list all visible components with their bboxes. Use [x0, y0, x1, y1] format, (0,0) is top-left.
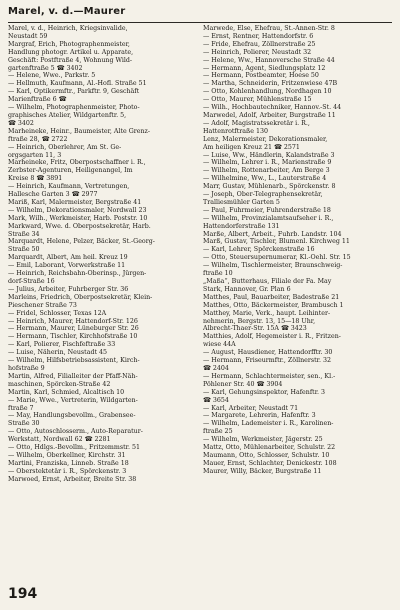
- directory-entry: Markward, Wwe. d. Oberpostsekretär, Harb.: [8, 222, 151, 230]
- columns: [8, 25, 392, 573]
- directory-entry: — Wilhelm, Photographenmeister, Photo-: [8, 104, 140, 112]
- directory-entry: — Karl, Optikermftr., Parkftr. 9, Geschäft: [8, 88, 140, 96]
- directory-entry: maschinen, Spörcken-Straße 42: [8, 380, 111, 388]
- directory-entry: Straße 30: [8, 420, 40, 428]
- directory-entry: Maurer, Willy, Bäcker, Burgstraße 11: [203, 467, 322, 475]
- directory-entry: — Wilhelmine, Ww., L., Lauterstraße 4: [203, 175, 327, 183]
- directory-entry: — Julius, Arbeiter, Fuhrberger Str. 36: [8, 285, 129, 293]
- directory-entry: Marß, Gustav, Tischler, Blumenl. Kirchweg 11: [203, 238, 350, 246]
- directory-entry: — Karl, Polierer, Fischfeftraße 33: [8, 341, 116, 349]
- directory-entry: — May, Handlungsbevollm., Grabensee-: [8, 412, 136, 420]
- directory-entry: — Otto, Kohlenhandlung, Nordhagen 10: [203, 88, 332, 96]
- directory-entry: — Wilh., Hochbautechniker, Hannov.-St. 44: [203, 104, 342, 112]
- directory-entry: Matthey, Marie, Verk., haupt. Leihinter-: [203, 309, 331, 317]
- directory-entry: — Wilhelm, Hilfsbetriebsassistent, Kirch-: [8, 357, 140, 365]
- directory-entry: Pieschener Straße 73: [8, 301, 77, 309]
- directory-entry: Werkstatt, Nordwall 62 ☎ 2281: [8, 436, 111, 444]
- directory-entry: dorf-Straße 16: [8, 278, 55, 285]
- directory-entry: — Karl, Gehungsinspektor, Hafenftr. 3: [203, 388, 326, 396]
- directory-entry: — Marie, Wwe., Vertreterin, Wildgarten-: [8, 396, 138, 404]
- directory-entry: — Paul, Fuhrmeier, Fuhrenderstraße 18: [203, 206, 331, 214]
- directory-entry: Straße 34: [8, 230, 40, 238]
- directory-entry: — Luise, Näherin, Neustadt 45: [8, 349, 108, 357]
- directory-entry: orgsgarten 11, 3: [8, 151, 62, 159]
- directory-entry: ftraße 7: [8, 404, 34, 412]
- page-header: Marel, v. d.—Maurer: [8, 6, 392, 23]
- directory-entry: Marienftraße 6 ☎: [8, 96, 67, 104]
- directory-entry: Martin, Karl, Schmied, Alcaltisch 10: [8, 388, 125, 396]
- directory-entry: Neustadt 59: [8, 32, 48, 40]
- directory-entry: Tralliesmühler Garten 5: [203, 198, 280, 206]
- directory-entry: — Heinrich, Maurer, Hattendorf-Str. 126: [8, 317, 138, 325]
- directory-entry: nehmerin, Bergstr. 13, 15—18 Uhr,: [203, 317, 316, 325]
- directory-entry: wiese 44A: [203, 341, 236, 349]
- directory-entry: — Martha, Schneiderin, Fritzenwiese 47B: [203, 80, 338, 88]
- directory-entry: Marel, v. d., Heinrich, Kriegsinvalide,: [8, 25, 128, 32]
- directory-entry: — Helene, Ww., Hannoversche Straße 44: [203, 56, 335, 64]
- directory-entry: Hattenrotftraße 130: [203, 127, 268, 135]
- directory-entry: — Wilhelm, Lademeister i. R., Karolinen-: [203, 420, 334, 428]
- directory-entry: — Emil, Laborant, Vorwerkstraße 11: [8, 262, 126, 270]
- directory-entry: — Fridel, Schlosser, Texas 12A: [8, 309, 107, 317]
- directory-entry: Margraf, Erich, Photographenmeister,: [8, 40, 130, 48]
- directory-page: [8, 6, 392, 602]
- directory-entry: Marleins, Friedrich, Oberpostsekretär, Klein-: [8, 293, 153, 301]
- directory-entry: Mattz, Otto, Mühlenarbeiter, Schulstr. 22: [203, 444, 336, 452]
- directory-entry: ftraße 28, ☎ 2722: [8, 135, 68, 143]
- directory-entry: — Karl, Lehrer, Spörckenstraße 16: [203, 246, 315, 254]
- directory-entry: — August, Hausdiener, Hattendorfftr. 30: [203, 349, 333, 357]
- directory-entry: — Heinrich, Polierer, Neustadt 32: [203, 48, 312, 56]
- directory-entry: — Hellmuth, Kaufmann, Al.-Hofl. Straße 51: [8, 80, 147, 88]
- directory-entry: Matthes, Otto, Bäckermeister, Brambusch 1: [203, 301, 344, 309]
- directory-entry: Marwoed, Ernst, Arbeiter, Breite Str. 38: [8, 475, 137, 483]
- directory-entry: gartenftraße 5 ☎ 3402: [8, 64, 83, 72]
- directory-entry: Kreise 8 ☎ 3891: [8, 175, 63, 183]
- directory-entry: — Wilhelm, Lehrer i. R., Marienstraße 9: [203, 159, 332, 167]
- directory-entry: — Fride, Ehefrau, Zöllnerstraße 25: [203, 40, 316, 48]
- directory-entry: — Ernst, Rentner, Hattendorfstr. 6: [203, 32, 314, 40]
- directory-entry: Matthies, Adolf, Hegemeister i. R., Fritzen-: [203, 333, 341, 341]
- directory-entry: — Helene, Wwe., Parkstr. 5: [8, 72, 96, 80]
- directory-entry: — Heinrich, Oberlehrer, Am St. Ge-: [8, 143, 122, 151]
- directory-entry: Stark, Hannover, Gr. Plan 6: [203, 285, 291, 293]
- directory-entry: Geschäft: Postftraße 4, Wohnung Wild-: [8, 56, 133, 64]
- directory-entry: — Hermann, Agent, Siedlungsplatz 12: [203, 64, 326, 72]
- directory-entry: ☎ 2404: [203, 364, 229, 372]
- directory-entry: — Oberstektetär i. R., Spörckenstr. 3: [8, 467, 127, 475]
- directory-entry: — Wilhelm, Tischlermeister, Braunschweig-: [203, 262, 343, 270]
- directory-entry: — Hermann, Postbeamter, Hoese 50: [203, 72, 319, 80]
- directory-entry: — Adolf, Magistratssekretär i. R.,: [203, 119, 310, 127]
- directory-entry: Marheineke, Heinr., Baumeister, Alte Grenz-: [8, 127, 150, 135]
- directory-entry: Mark, Wilh., Werkmeister, Harb. Poststr. 10: [8, 214, 148, 222]
- directory-entry: Lenz, Malermeister, Dekorationsmaler,: [203, 135, 328, 143]
- directory-entry: Pöhlener Str. 40 ☎ 3904: [203, 380, 283, 388]
- directory-entry: ftraße 10: [203, 270, 233, 278]
- directory-entry: Zerbster-Agenturen, Heiligenangel, Im: [8, 167, 133, 175]
- directory-entry: ftraße 25: [203, 428, 233, 436]
- directory-entry: Hattendorferstraße 131: [203, 222, 280, 230]
- directory-entry: ☎ 3654: [203, 396, 229, 404]
- page-number: 194: [8, 586, 38, 602]
- directory-entry: Handlung photogr. Artikel u. Apparate,: [8, 48, 134, 56]
- directory-entry: Am heiligen Kreuz 21 ☎ 2571: [203, 143, 300, 151]
- directory-entry: — Hermann, Tischler, Kirchhofstraße 10: [8, 333, 138, 341]
- directory-entry: Martini, Franziska, Linneb. Straße 18: [8, 459, 129, 467]
- directory-entry: Marwede, Else, Ehefrau, St.-Annen-Str. 8: [203, 25, 335, 32]
- directory-entry: Straße 50: [8, 246, 40, 254]
- directory-entry: Albrecht-Thaer-Str. 15A ☎ 3423: [203, 325, 307, 333]
- directory-entry: — Heinrich, Reichsbahn-Oberinsp., Jürgen-: [8, 270, 147, 278]
- directory-entry: Marße, Albert, Arbeit., Fuhrb. Landstr. 104: [203, 230, 342, 238]
- directory-entry: „Maßa“, Butterhaus, Filiale der Fa. May: [203, 278, 332, 285]
- directory-entry: — Wilhelm, Provinzialamtsaufseher i. R.,: [203, 214, 334, 222]
- directory-entry: Marquardt, Helene, Pelzer, Bäcker, St.-Georg-: [8, 238, 155, 246]
- directory-entry: — Hermann, Maurer, Lüneburger Str. 26: [8, 325, 139, 333]
- directory-entry: Marwedel, Adolf, Arbeiter, Burgstraße 11: [203, 111, 336, 119]
- directory-entry: — Wilhelm, Oberkellner, Kirchstr. 31: [8, 451, 126, 459]
- directory-entry: — Otto, Autoschlosserm., Auto-Reparatur-: [8, 428, 143, 436]
- directory-entry: — Heinrich, Kaufmann, Vertretungen,: [8, 183, 130, 191]
- directory-entry: — Hermann, Friseurmftr., Zöllnerstr. 32: [203, 357, 332, 365]
- directory-entry: — Margarete, Lehrerin, Hafenftr. 3: [203, 412, 316, 420]
- right-column: [203, 25, 392, 573]
- directory-entry: — Wilhelm, Werkmeister, Jägerstr. 25: [203, 436, 323, 444]
- directory-entry: Martin, Alfred, Filialleiter der Pfaff-Näh-: [8, 372, 138, 380]
- directory-entry: — Hermann, Schlachtermeister, sen., Kl.-: [203, 372, 336, 380]
- directory-entry: — Otto, Steuersupernumerar, Kl.-Oehl. Str. 15: [203, 254, 351, 262]
- directory-entry: Marheineke, Fritz, Oberpostschaffner i. R.,: [8, 159, 146, 167]
- directory-entry: — Joseph, Ober-Telegraphensekretär,: [203, 191, 323, 199]
- directory-entry: — Otto, Maurer, Mühlenstraße 15: [203, 96, 312, 104]
- directory-entry: — Otto, Hdlgs.-Bevollm., Fritzemmstr. 51: [8, 444, 140, 452]
- directory-entry: — Wilhelm, Dekorationsmaler, Nordwall 23: [8, 206, 147, 214]
- directory-entry: hofstraße 9: [8, 364, 45, 372]
- directory-entry: Marquardt, Albert, Am heil. Kreuz 19: [8, 254, 128, 262]
- left-column: [8, 25, 197, 573]
- directory-entry: Hallesche Garten 3 ☎ 2977: [8, 191, 98, 199]
- directory-entry: Mariß, Karl, Malermeister, Bergstraße 41: [8, 198, 142, 206]
- directory-entry: — Wilhelm, Rottenarbeiter, Am Berge 3: [203, 167, 330, 175]
- directory-entry: graphisches Atelier, Wildgartenftr. 5,: [8, 111, 127, 119]
- directory-entry: — Luise, Ww., Händlerin, Kalandstraße 3: [203, 151, 335, 159]
- directory-entry: ☎ 3402: [8, 119, 34, 127]
- directory-entry: Mauer, Ernst, Schlachter, Denickestr. 108: [203, 459, 337, 467]
- directory-entry: Matthes, Paul, Bauarbeiter, Badestraße 21: [203, 293, 340, 301]
- directory-entry: — Karl, Arbeiter, Neustadt 71: [203, 404, 299, 412]
- directory-entry: Marr, Gustav, Mühlenarb., Spörckenstr. 8: [203, 183, 336, 191]
- directory-entry: Maumann, Otto, Schlosser, Schulstr. 10: [203, 451, 330, 459]
